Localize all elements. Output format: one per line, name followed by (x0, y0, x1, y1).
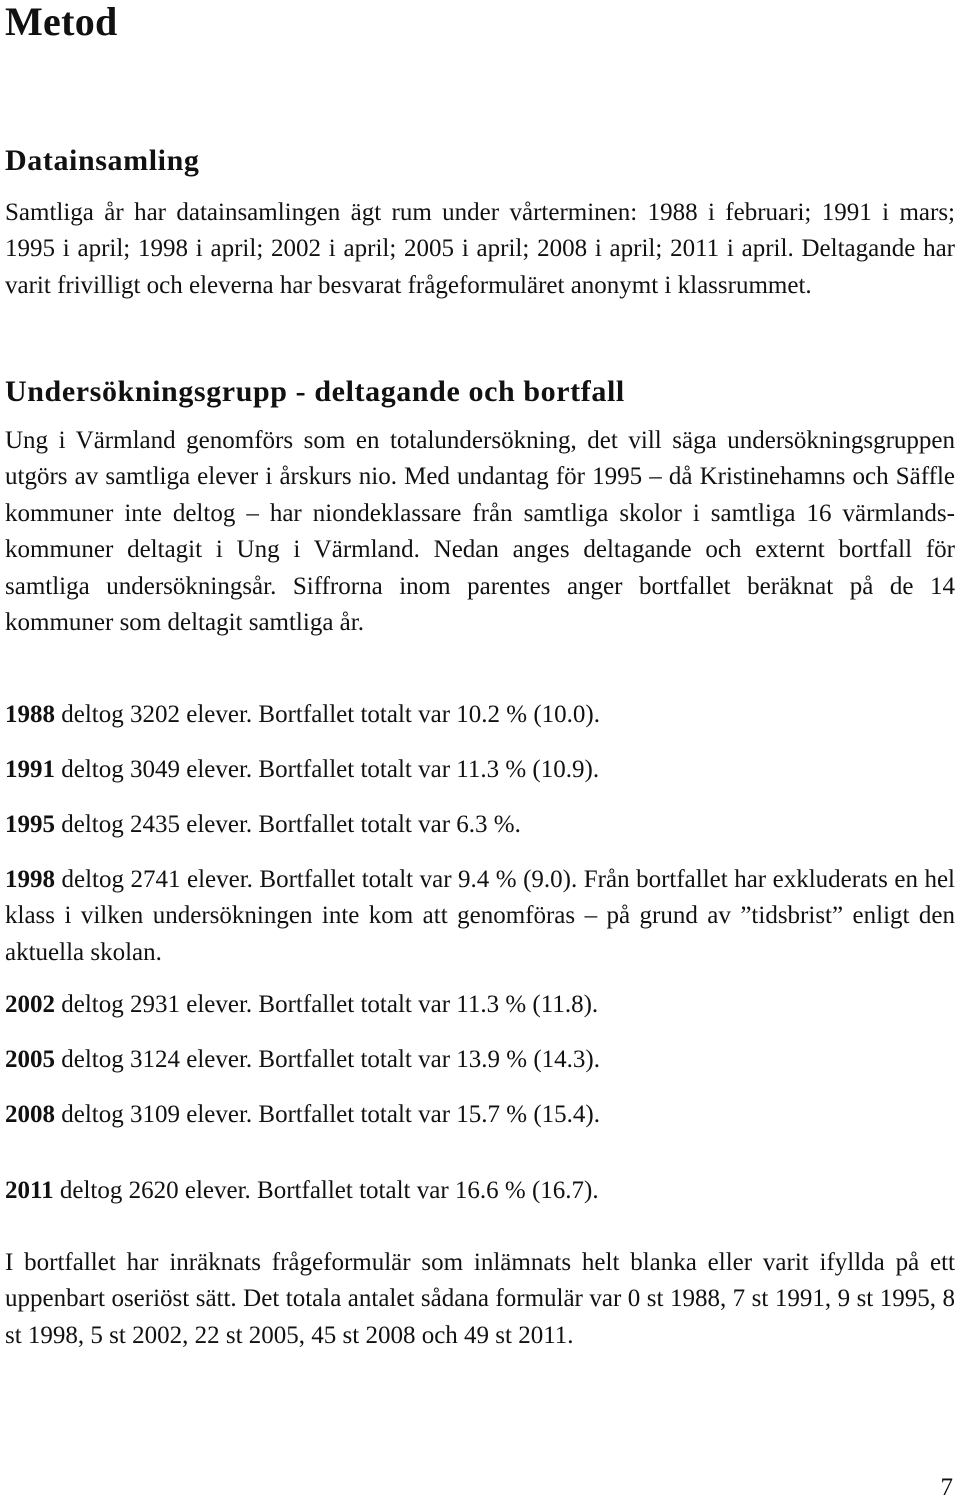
page-number: 7 (940, 1474, 953, 1501)
page-title: Metod (5, 0, 118, 44)
year-text: deltog 3109 elever. Bortfallet totalt var 15.7 % (15.4). (55, 1101, 600, 1128)
year-entry-2008 (5, 1097, 955, 1133)
year-entry-2005 (5, 1042, 955, 1078)
year-entry-2002 (5, 987, 955, 1023)
year-label: 1998 (5, 866, 55, 893)
year-entry-1995 (5, 807, 955, 843)
section-heading-datainsamling: Datainsamling (5, 144, 200, 177)
year-text: deltog 3049 elever. Bortfallet totalt var 11.3 % (10.9). (55, 756, 600, 783)
year-entry-1991 (5, 752, 955, 788)
year-text: deltog 2741 elever. Bortfallet totalt var 9.4 % (9.0). Från bortfallet har exkluderats en hel klass i vilken undersökningen inte kom att genomföras – på grund av ”tidsbrist” enligt den aktuella skolan. (5, 866, 955, 966)
year-label: 2008 (5, 1101, 55, 1128)
year-label: 2005 (5, 1046, 55, 1073)
year-text: deltog 2620 elever. Bortfallet totalt var 16.6 % (16.7). (53, 1177, 599, 1204)
datainsamling-paragraph: Samtliga år har datainsamlingen ägt rum under vårterminen: 1988 i februari; 1991 i mars; 1995 i april; 1998 i april; 2002 i april; 2005 i april; 2008 i april; 2011 i april. Deltagande har varit frivilligt och eleverna har besvarat frågeformuläret anonymt i klassrummet. (5, 199, 955, 299)
year-label: 1991 (5, 756, 55, 783)
undersokningsgrupp-paragraph: Ung i Värmland genomförs som en totalundersökning, det vill säga undersökningsgruppen utgörs av samtliga elever i årskurs nio. Med undantag för 1995 – då Kristinehamns och Säffle kommuner inte deltog – har niondeklassare från samtliga skolor i samtliga 16 värmlands-kommuner deltagit i Ung i Värmland. Nedan anges deltagande och externt bortfall för samtliga undersökningsår. Siffrorna inom parentes anger bortfallet beräknat på de 14 kommuner som deltagit samtliga år. (5, 427, 955, 637)
section-heading-undersokningsgrupp: Undersökningsgrupp - deltagande och bortfall (5, 375, 625, 408)
year-text: deltog 2435 elever. Bortfallet totalt var 6.3 %. (55, 811, 521, 838)
year-entry-1998 (5, 862, 955, 971)
year-text: deltog 2931 elever. Bortfallet totalt var 11.3 % (11.8). (55, 991, 599, 1018)
year-entry-2011 (5, 1173, 955, 1209)
year-label: 1988 (5, 701, 55, 728)
year-label: 2011 (5, 1177, 54, 1204)
year-label: 1995 (5, 811, 55, 838)
year-entry-1988 (5, 697, 955, 733)
year-label: 2002 (5, 991, 55, 1018)
year-text: deltog 3124 elever. Bortfallet totalt var 13.9 % (14.3). (55, 1046, 600, 1073)
closing-paragraph: I bortfallet har inräknats frågeformulär som inlämnats helt blanka eller varit ifyllda på ett uppenbart oseriöst sätt. Det totala antalet sådana formulär var 0 st 1988, 7 st 1991, 9 st 1995, 8 st 1998, 5 st 2002, 22 st 2005, 45 st 2008 och 49 st 2011. (5, 1249, 955, 1349)
year-text: deltog 3202 elever. Bortfallet totalt var 10.2 % (10.0). (55, 701, 600, 728)
